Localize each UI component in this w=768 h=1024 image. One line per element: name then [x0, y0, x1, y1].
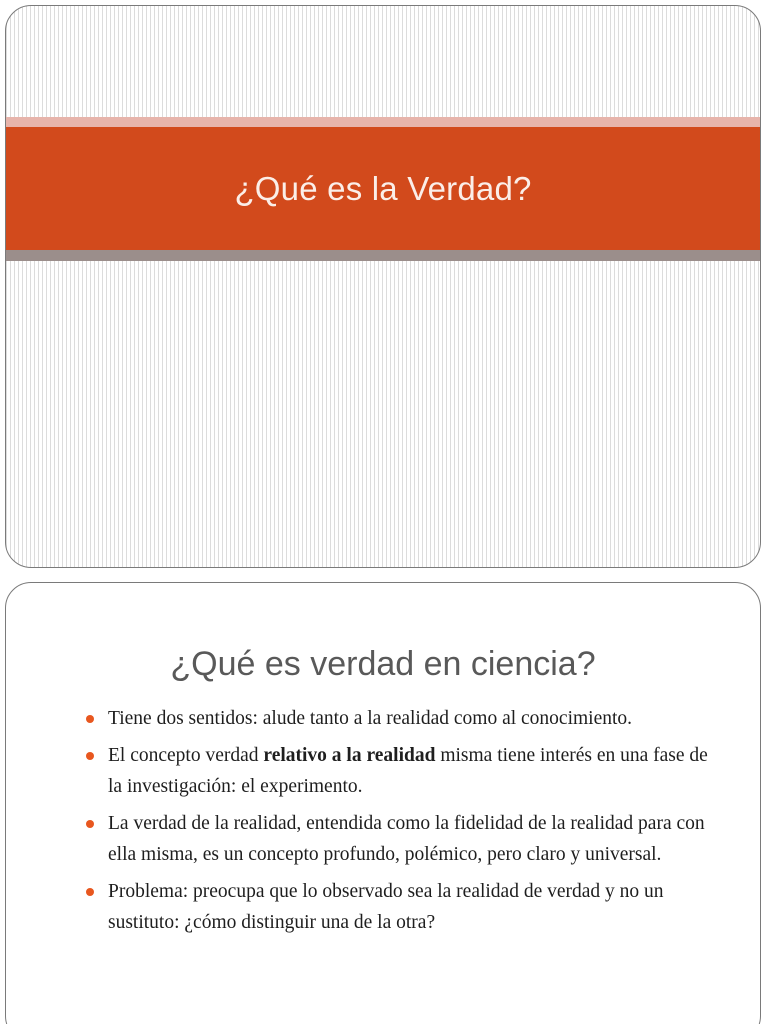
content-slide [5, 582, 761, 1024]
bullet-list [86, 703, 726, 944]
bullet-text: Tiene dos sentidos: alude tanto a la realidad como al conocimiento. [108, 708, 633, 729]
bullet-dot-icon [86, 752, 94, 760]
bullet-dot-icon [86, 715, 94, 723]
bullet-item [86, 740, 726, 802]
content-slide-title: ¿Qué es verdad en ciencia? [170, 645, 596, 683]
bullet-item [86, 703, 726, 734]
bullet-item [86, 808, 726, 870]
bullet-text: La verdad de la realidad, entendida como la fidelidad de la realidad para con ella misma, es un concepto profundo, polémico, pero claro y universal. [108, 813, 705, 865]
bullet-item [86, 876, 726, 938]
title-band-top-stripe [6, 117, 760, 127]
title-band-bottom-stripe [6, 250, 760, 261]
title-slide [5, 5, 761, 568]
bullet-text-before: El concepto verdad [108, 745, 264, 766]
bullet-dot-icon [86, 820, 94, 828]
slide-title: ¿Qué es la Verdad? [234, 169, 532, 207]
bullet-text-after: misma tiene interés en una fase de la investigación: el experimento. [108, 745, 708, 797]
bullet-text: Problema: preocupa que lo observado sea la realidad de verdad y no un sustituto: ¿cómo distinguir una de la otra? [108, 881, 664, 933]
bullet-dot-icon [86, 888, 94, 896]
bullet-text-bold: relativo a la realidad [263, 745, 436, 766]
